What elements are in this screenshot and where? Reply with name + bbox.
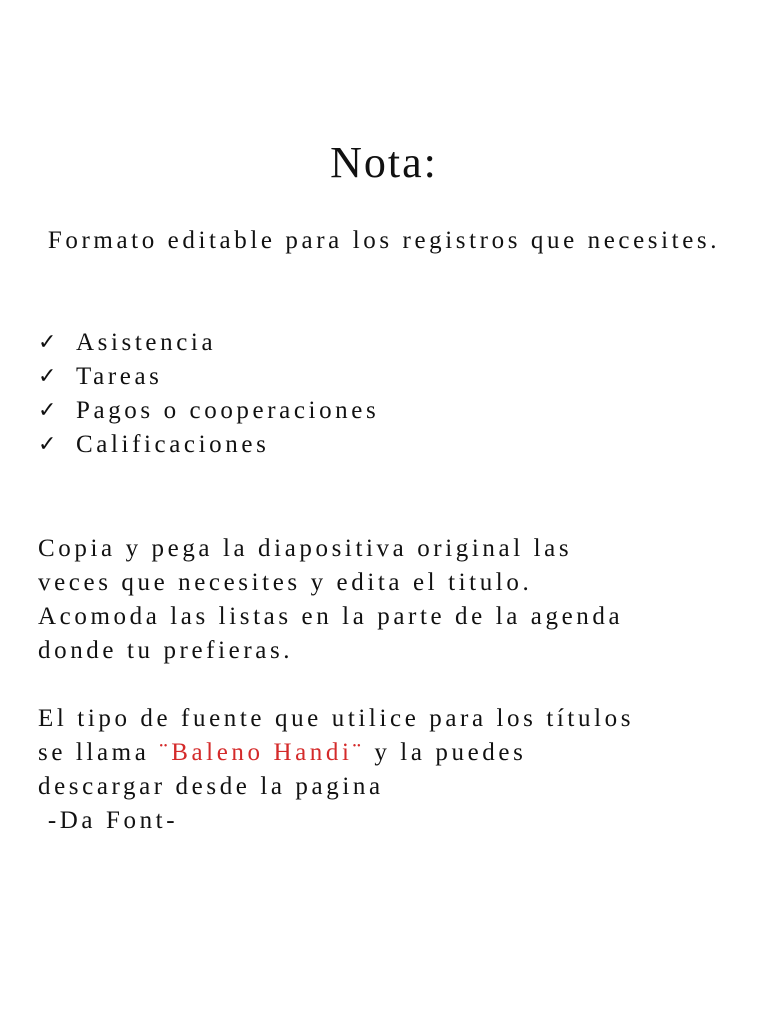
font-info-line-2-start: se llama — [38, 739, 160, 766]
instructions-paragraph: Copia y pega la diapositiva original las veces que necesites y edita el titulo. Acomoda las listas en la parte de la agenda donde tu prefieras. — [38, 535, 624, 664]
font-info-paragraph — [38, 702, 738, 838]
list-item — [38, 394, 379, 428]
intro-text: Formato editable para los registros que necesites. — [47, 227, 721, 254]
checklist — [38, 326, 379, 462]
font-name: ¨Baleno Handi¨ — [159, 739, 365, 766]
font-info-line-3: descargar desde la pagina — [38, 773, 384, 800]
page-title: Nota: — [330, 138, 438, 187]
list-item-label: Tareas — [76, 363, 163, 390]
list-item-label: Asistencia — [76, 329, 217, 356]
list-item-label: Pagos o cooperaciones — [76, 397, 380, 424]
list-item — [38, 326, 379, 360]
font-info-line-2-end: y la puedes — [364, 739, 527, 766]
font-source: -Da Font- — [38, 807, 179, 834]
font-info-line-1: El tipo de fuente que utilice para los títulos — [38, 705, 635, 732]
check-icon: ✓ — [38, 398, 57, 423]
check-icon: ✓ — [38, 364, 57, 389]
check-icon: ✓ — [38, 432, 57, 457]
check-icon: ✓ — [38, 330, 57, 355]
list-item — [38, 360, 379, 394]
list-item — [38, 428, 379, 462]
list-item-label: Calificaciones — [76, 431, 270, 458]
